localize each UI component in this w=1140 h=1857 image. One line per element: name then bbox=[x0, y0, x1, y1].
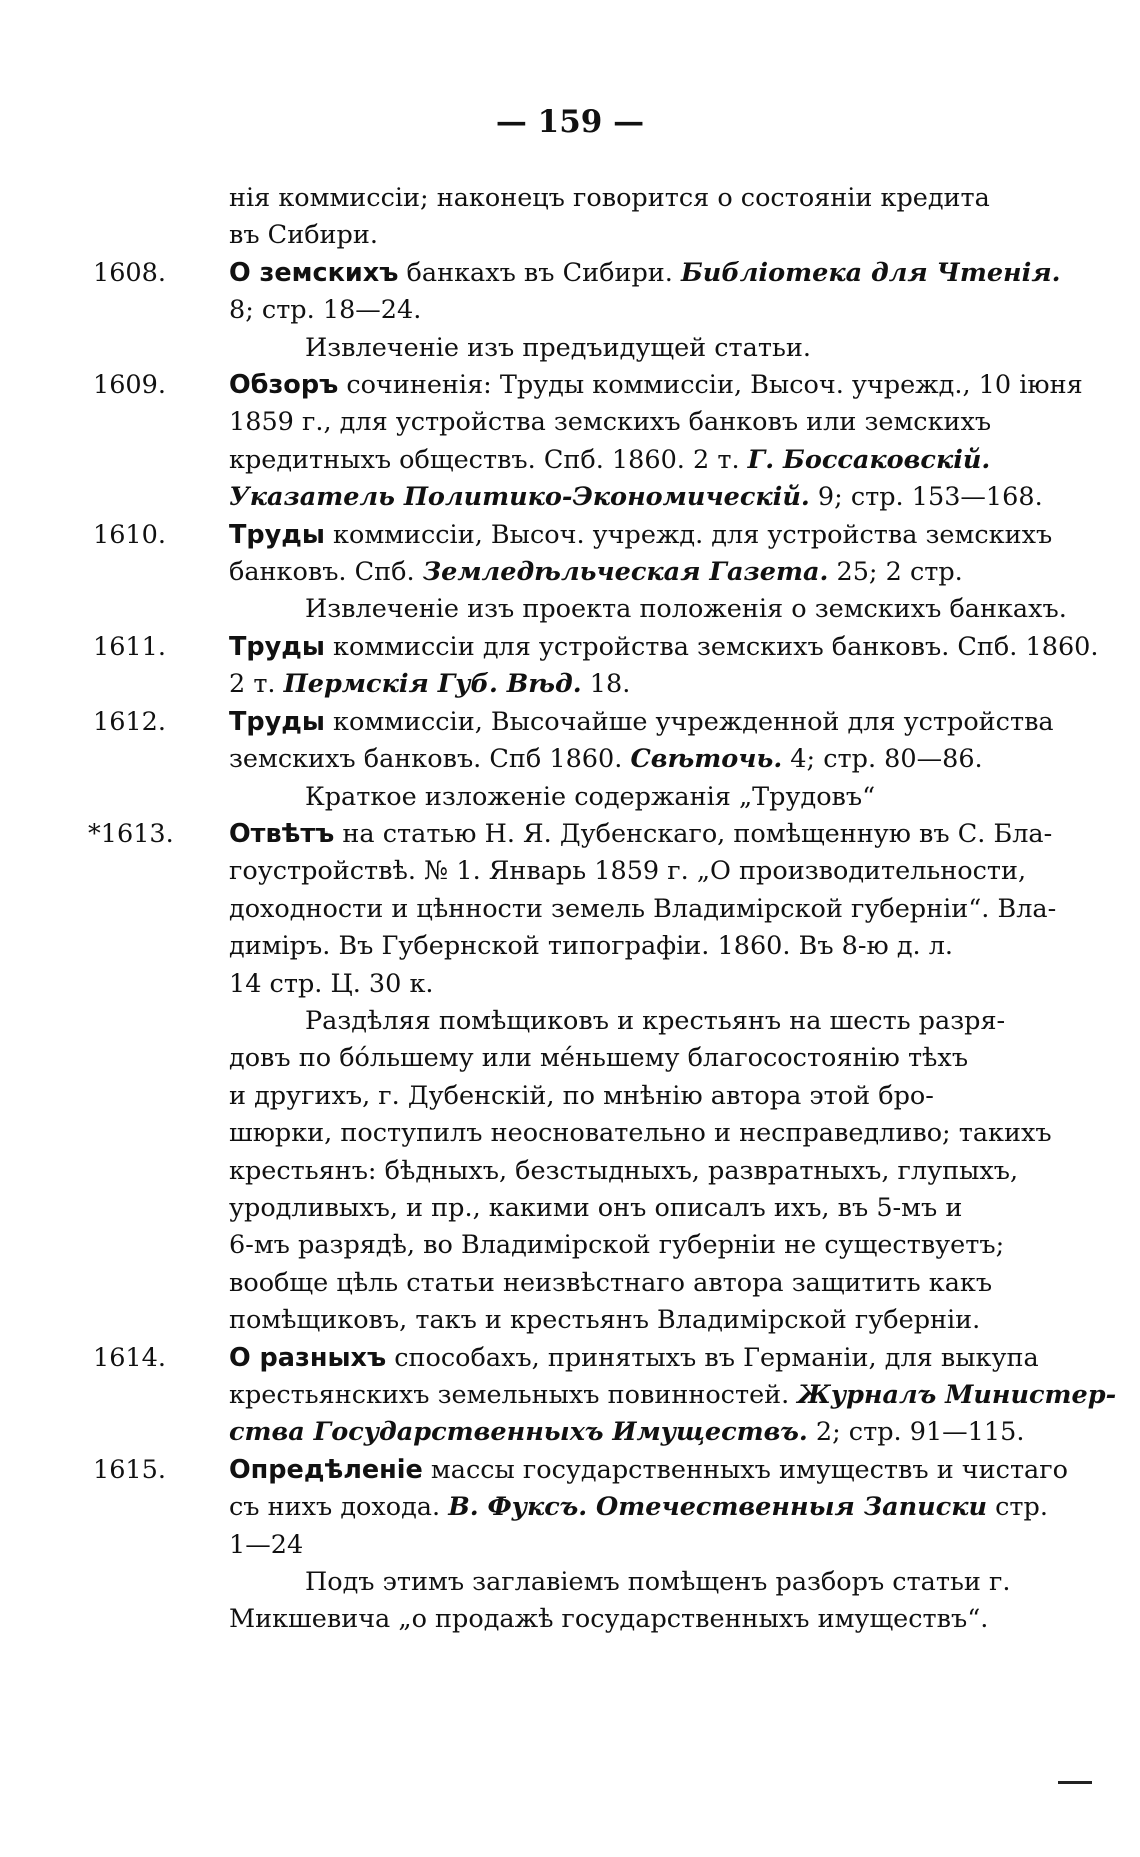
entry-text: доходности и цѣнности земель Владимірской губерніи“. Вла- bbox=[229, 893, 1057, 924]
entry-text: массы государственныхъ имуществъ и чистаго bbox=[422, 1454, 1068, 1485]
entry-note: крестьянъ: бѣдныхъ, безстыдныхъ, развратныхъ, глупыхъ, bbox=[229, 1155, 1019, 1186]
source-title: ства Государственныхъ Имуществъ. bbox=[229, 1417, 808, 1448]
entry-text: 1859 г., для устройства земскихъ банковъ или земскихъ bbox=[229, 407, 992, 438]
entry-number: 1614. bbox=[92, 1342, 166, 1373]
continuation-line: въ Сибири. bbox=[229, 220, 378, 251]
entry-text: 18. bbox=[581, 669, 631, 700]
source-title: В. Фуксъ. Отечественныя Записки bbox=[448, 1492, 988, 1523]
page-number: — 159 — bbox=[495, 104, 645, 140]
source-title: Земледѣльческая Газета. bbox=[422, 557, 829, 588]
source-title: Указатель Политико-Экономическій. bbox=[229, 482, 810, 513]
entry-text: 25; 2 стр. bbox=[828, 557, 963, 588]
entry-text: гоустройствѣ. № 1. Январь 1859 г. „О производительности, bbox=[229, 856, 1027, 887]
entry-1613 bbox=[88, 816, 1057, 1340]
entry-text: 8; стр. 18—24. bbox=[229, 295, 422, 326]
entry-text: коммиссіи для устройства земскихъ банковъ. Спб. 1860. bbox=[324, 631, 1099, 662]
entry-note: Извлеченіе изъ предъидущей статьи. bbox=[305, 332, 811, 363]
entry-1614 bbox=[88, 1340, 1117, 1452]
entry-1609 bbox=[88, 367, 1083, 517]
entry-text: стр. bbox=[987, 1492, 1048, 1523]
entry-number: 1609. bbox=[92, 370, 166, 401]
entry-1608 bbox=[88, 255, 1061, 367]
entry-text: коммиссіи, Высочайше учрежденной для устройства bbox=[324, 706, 1054, 737]
entry-text: земскихъ банковъ. Спб 1860. bbox=[229, 744, 631, 775]
entry-text: 14 стр. Ц. 30 к. bbox=[229, 968, 434, 999]
entry-text: 4; стр. 80—86. bbox=[782, 744, 983, 775]
entry-text: на статью Н. Я. Дубенскаго, помѣщенную въ С. Бла- bbox=[334, 818, 1053, 849]
entry-heading: Обзоръ bbox=[229, 370, 339, 401]
entry-text: банкахъ въ Сибири. bbox=[398, 257, 682, 288]
entry-heading: Опредѣленіе bbox=[229, 1454, 423, 1485]
entry-number: 1615. bbox=[92, 1454, 166, 1485]
source-title: Библіотека для Чтенія. bbox=[681, 257, 1061, 288]
entry-number: 1612. bbox=[92, 706, 166, 737]
entry-number: 1610. bbox=[92, 519, 166, 550]
entry-text: 9; стр. 153—168. bbox=[809, 482, 1043, 513]
entry-number: 1608. bbox=[92, 257, 166, 288]
entry-note: Подъ этимъ заглавіемъ помѣщенъ разборъ статьи г. bbox=[305, 1567, 1011, 1598]
source-title: Журналъ Министер- bbox=[797, 1380, 1117, 1410]
entry-text: 2; стр. 91—115. bbox=[807, 1417, 1025, 1448]
entry-note: 6-мъ разрядѣ, во Владимірской губерніи не существуетъ; bbox=[229, 1230, 1005, 1261]
entry-1612 bbox=[88, 704, 1054, 816]
source-title: Свѣточь. bbox=[630, 744, 783, 775]
entry-text: сочиненія: Труды коммиссіи, Высоч. учрежд., 10 іюня bbox=[338, 370, 1083, 401]
entry-text: коммиссіи, Высоч. учрежд. для устройства земскихъ bbox=[324, 519, 1053, 550]
entry-text: кредитныхъ обществъ. Спб. 1860. 2 т. bbox=[229, 444, 748, 475]
entry-number: *1613. bbox=[88, 818, 174, 849]
entry-1615 bbox=[88, 1452, 1068, 1639]
entry-1611 bbox=[88, 629, 1099, 704]
entry-note: и другихъ, г. Дубенскій, по мнѣнію автора этой бро- bbox=[229, 1080, 934, 1111]
entry-note: уродливыхъ, и пр., какими онъ описалъ ихъ, въ 5-мъ и bbox=[229, 1192, 963, 1223]
entry-note: Раздѣляя помѣщиковъ и крестьянъ на шесть разря- bbox=[305, 1005, 1006, 1036]
entry-heading: Труды bbox=[229, 706, 325, 737]
entry-note: довъ по бóльшему или мéньшему благосостоянію тѣхъ bbox=[229, 1043, 969, 1074]
entry-text: 1—24 bbox=[229, 1529, 304, 1560]
entry-note: Микшевича „о продажѣ государственныхъ имуществъ“. bbox=[229, 1604, 989, 1635]
entry-text: крестьянскихъ земельныхъ повинностей. bbox=[229, 1380, 798, 1410]
entry-heading: Труды bbox=[229, 631, 325, 662]
continuation-line: нія коммиссіи; наконецъ говорится о состояніи кредита bbox=[229, 183, 990, 213]
entry-note: Извлеченіе изъ проекта положенія о земскихъ банкахъ. bbox=[305, 594, 1067, 625]
entry-text: 2 т. bbox=[229, 669, 284, 700]
entry-note: Краткое изложеніе содержанія „Трудовъ“ bbox=[305, 781, 876, 812]
footer-rule bbox=[1058, 1781, 1092, 1784]
entry-heading: О разныхъ bbox=[229, 1342, 387, 1373]
entry-heading: Отвѣтъ bbox=[229, 818, 335, 849]
entry-text: способахъ, принятыхъ въ Германіи, для выкупа bbox=[386, 1342, 1039, 1373]
entry-text: съ нихъ дохода. bbox=[229, 1492, 449, 1523]
entry-note: помѣщиковъ, такъ и крестьянъ Владимірской губерніи. bbox=[229, 1305, 981, 1336]
entry-note: вообще цѣль статьи неизвѣстнаго автора защитить какъ bbox=[229, 1267, 993, 1298]
entry-1610 bbox=[88, 517, 1067, 629]
author-name: Г. Боссаковскій. bbox=[747, 444, 991, 475]
entry-heading: Труды bbox=[229, 519, 325, 550]
source-title: Пермскія Губ. Вѣд. bbox=[283, 669, 582, 700]
entry-text: банковъ. Спб. bbox=[229, 557, 423, 588]
bibliography-text bbox=[88, 180, 1117, 1639]
entry-heading: О земскихъ bbox=[229, 257, 399, 288]
entry-note: шюрки, поступилъ неосновательно и несправедливо; такихъ bbox=[229, 1118, 1052, 1149]
entry-text: диміръ. Въ Губернской типографіи. 1860. Въ 8-ю д. л. bbox=[229, 931, 954, 962]
entry-number: 1611. bbox=[92, 631, 166, 662]
